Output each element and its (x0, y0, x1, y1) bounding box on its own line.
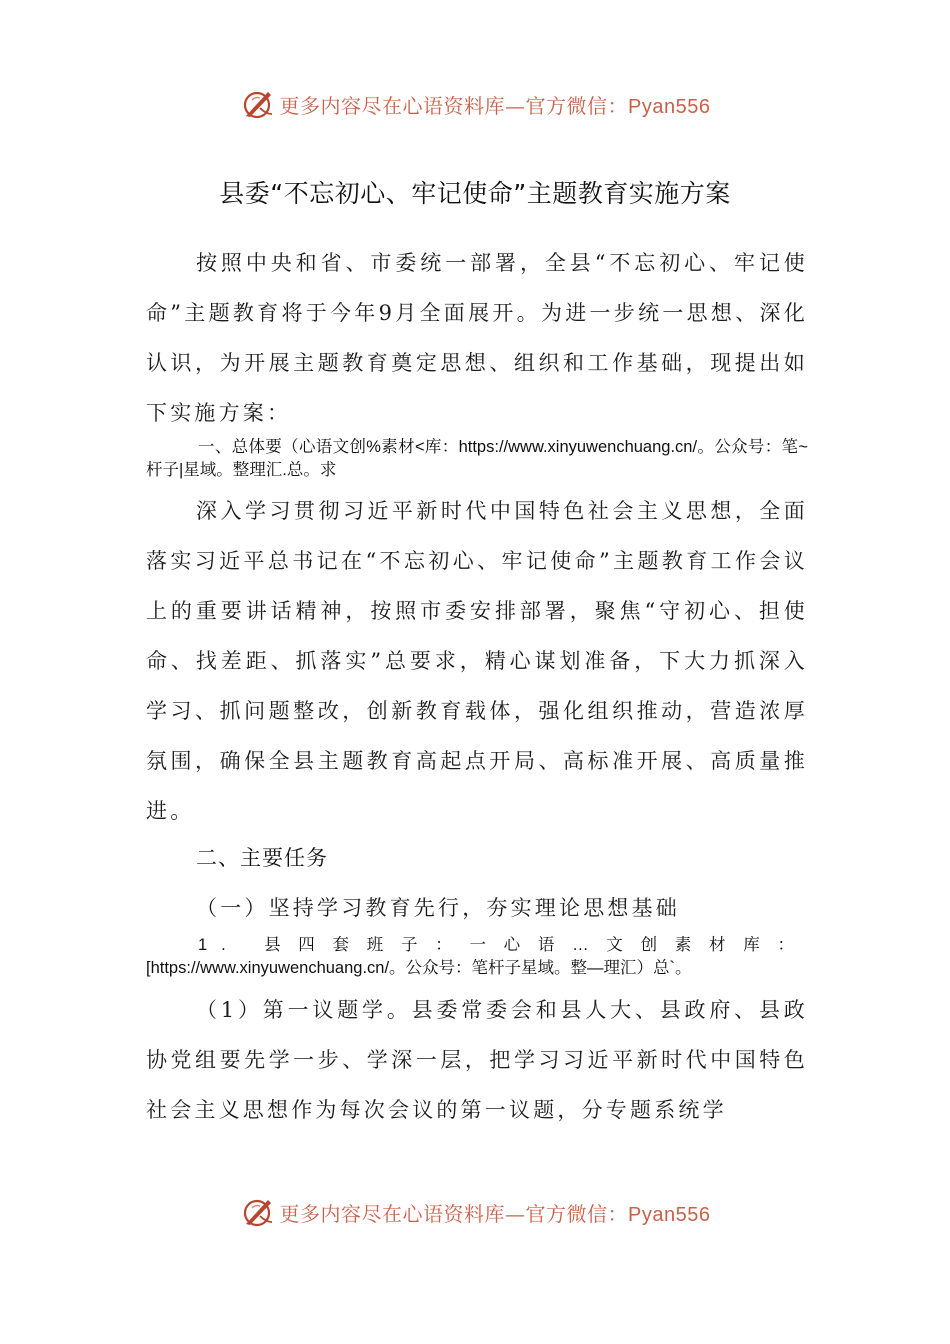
subsection-1-heading: （一）坚持学习教育先行，夯实理论思想基础 (196, 896, 680, 920)
wechat-id: Pyan556 (628, 1203, 711, 1226)
banner-text: 更多内容尽在心语资料库—官方微信：Pyan556 (279, 1201, 711, 1226)
wechat-id: Pyan556 (628, 95, 711, 118)
item-1-label: 1. 县四套班子：一心语…文创素材库： (198, 936, 808, 954)
document-title: 县委“不忘初心、牢记使命”主题教育实施方案 (219, 179, 731, 208)
quill-logo-icon (240, 1194, 276, 1230)
footer-banner (0, 1192, 950, 1232)
quill-logo-icon (240, 86, 276, 122)
header-banner (0, 84, 950, 124)
section-2-heading: 二、主要任务 (196, 846, 328, 870)
item-1-heading-note (146, 934, 808, 980)
item-1-paragraph: （1）第一议题学。县委常委会和县人大、县政府、县政协党组要先学一步、学深一层，把学习习近平新时代中国特色社会主义思想作为每次会议的第一议题，分专题系统学 (146, 998, 808, 1122)
banner-text: 更多内容尽在心语资料库—官方微信：Pyan556 (279, 93, 711, 118)
item-1-note-text: [https://www.xinyuwenchuang.cn/。公众号：笔杆子星域。整—理汇）总`。 (146, 959, 692, 977)
intro-paragraph: 按照中央和省、市委统一部署，全县“不忘初心、牢记使命”主题教育将于今年9月全面展开。为进一步统一思想、深化认识，为开展主题教育奠定思想、组织和工作基础，现提出如下实施方案： (146, 251, 808, 425)
section-1-heading-note: 一、总体要（心语文创%素材<库：https://www.xinyuwenchuang.cn/。公众号：笔~杆子|星域。整理汇.总。求 (146, 438, 808, 479)
overall-requirements-paragraph: 深入学习贯彻习近平新时代中国特色社会主义思想，全面落实习近平总书记在“不忘初心、牢记使命”主题教育工作会议上的重要讲话精神，按照市委安排部署，聚焦“守初心、担使命、找差距、抓落实”总要求，精心谋划准备，下大力抓深入学习、抓问题整改，创新教育载体，强化组织推动，营造浓厚氛围，确保全县主题教育高起点开局、高标准开展、高质量推进。 (146, 499, 808, 823)
